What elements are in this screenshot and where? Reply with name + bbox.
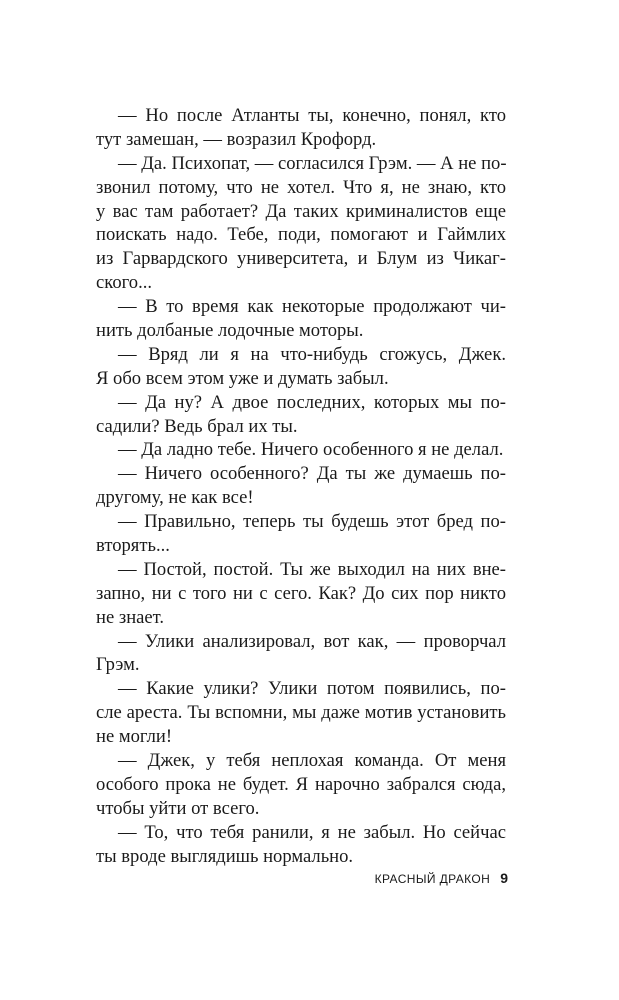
text-line: не знает. [96, 606, 165, 628]
text-line: поискать надо. Тебе, поди, помогают и Гаймлих [96, 224, 506, 246]
text-line: — То, что тебя ранили, я не забыл. Но сейчас [118, 821, 506, 843]
text-line: нить долбаные лодочные моторы. [96, 320, 364, 342]
text-line: — Да ну? А двое последних, которых мы по- [118, 391, 506, 413]
text-line: Грэм. [96, 654, 140, 676]
text-line: чтобы уйти от всего. [96, 797, 260, 819]
text-line: из Гарвардского университета, и Блум из Чикаг- [96, 248, 506, 270]
text-line: сле ареста. Ты вспомни, мы даже мотив установить [96, 702, 506, 724]
text-line: ты вроде выглядишь нормально. [96, 845, 354, 867]
text-line: у вас там работает? Да таких криминалистов еще [96, 200, 506, 222]
text-line: другому, не как все! [96, 487, 254, 509]
text-line: — Вряд ли я на что-нибудь сгожусь, Джек. [118, 343, 506, 365]
text-line: запно, ни с того ни с сего. Как? До сих пор никто [96, 582, 506, 604]
body-text [96, 104, 506, 869]
running-head: КРАСНЫЙ ДРАКОН [374, 872, 491, 886]
text-line: — Правильно, теперь ты будешь этот бред по- [118, 511, 506, 533]
text-line: — Улики анализировал, вот как, — проворчал [118, 630, 506, 652]
text-line: — Но после Атланты ты, конечно, понял, кто [118, 105, 506, 126]
text-line: садили? Ведь брал их ты. [96, 415, 298, 437]
text-line: не могли! [96, 726, 173, 748]
text-line: — Ничего особенного? Да ты же думаешь по- [118, 463, 506, 485]
page-number: 9 [500, 870, 508, 886]
text-line: тут замешан, — возразил Крофорд. [96, 128, 377, 150]
page-footer [375, 870, 508, 886]
text-line: Я обо всем этом уже и думать забыл. [96, 367, 389, 389]
text-line: звонил потому, что не хотел. Что я, не знаю, кто [96, 176, 506, 198]
text-line: — Постой, постой. Ты же выходил на них вне- [118, 558, 506, 580]
text-line: ского... [96, 272, 153, 294]
text-line: особого прока не будет. Я нарочно забрался сюда, [96, 773, 506, 795]
text-line: — Да ладно тебе. Ничего особенного я не делал. [118, 439, 504, 461]
text-line: вторять... [96, 535, 170, 557]
text-line: — Джек, у тебя неплохая команда. От меня [118, 750, 506, 772]
text-line: — В то время как некоторые продолжают чи- [118, 296, 506, 318]
text-line: — Какие улики? Улики потом появились, по- [118, 678, 506, 700]
text-line: — Да. Психопат, — согласился Грэм. — А не по- [118, 152, 507, 174]
